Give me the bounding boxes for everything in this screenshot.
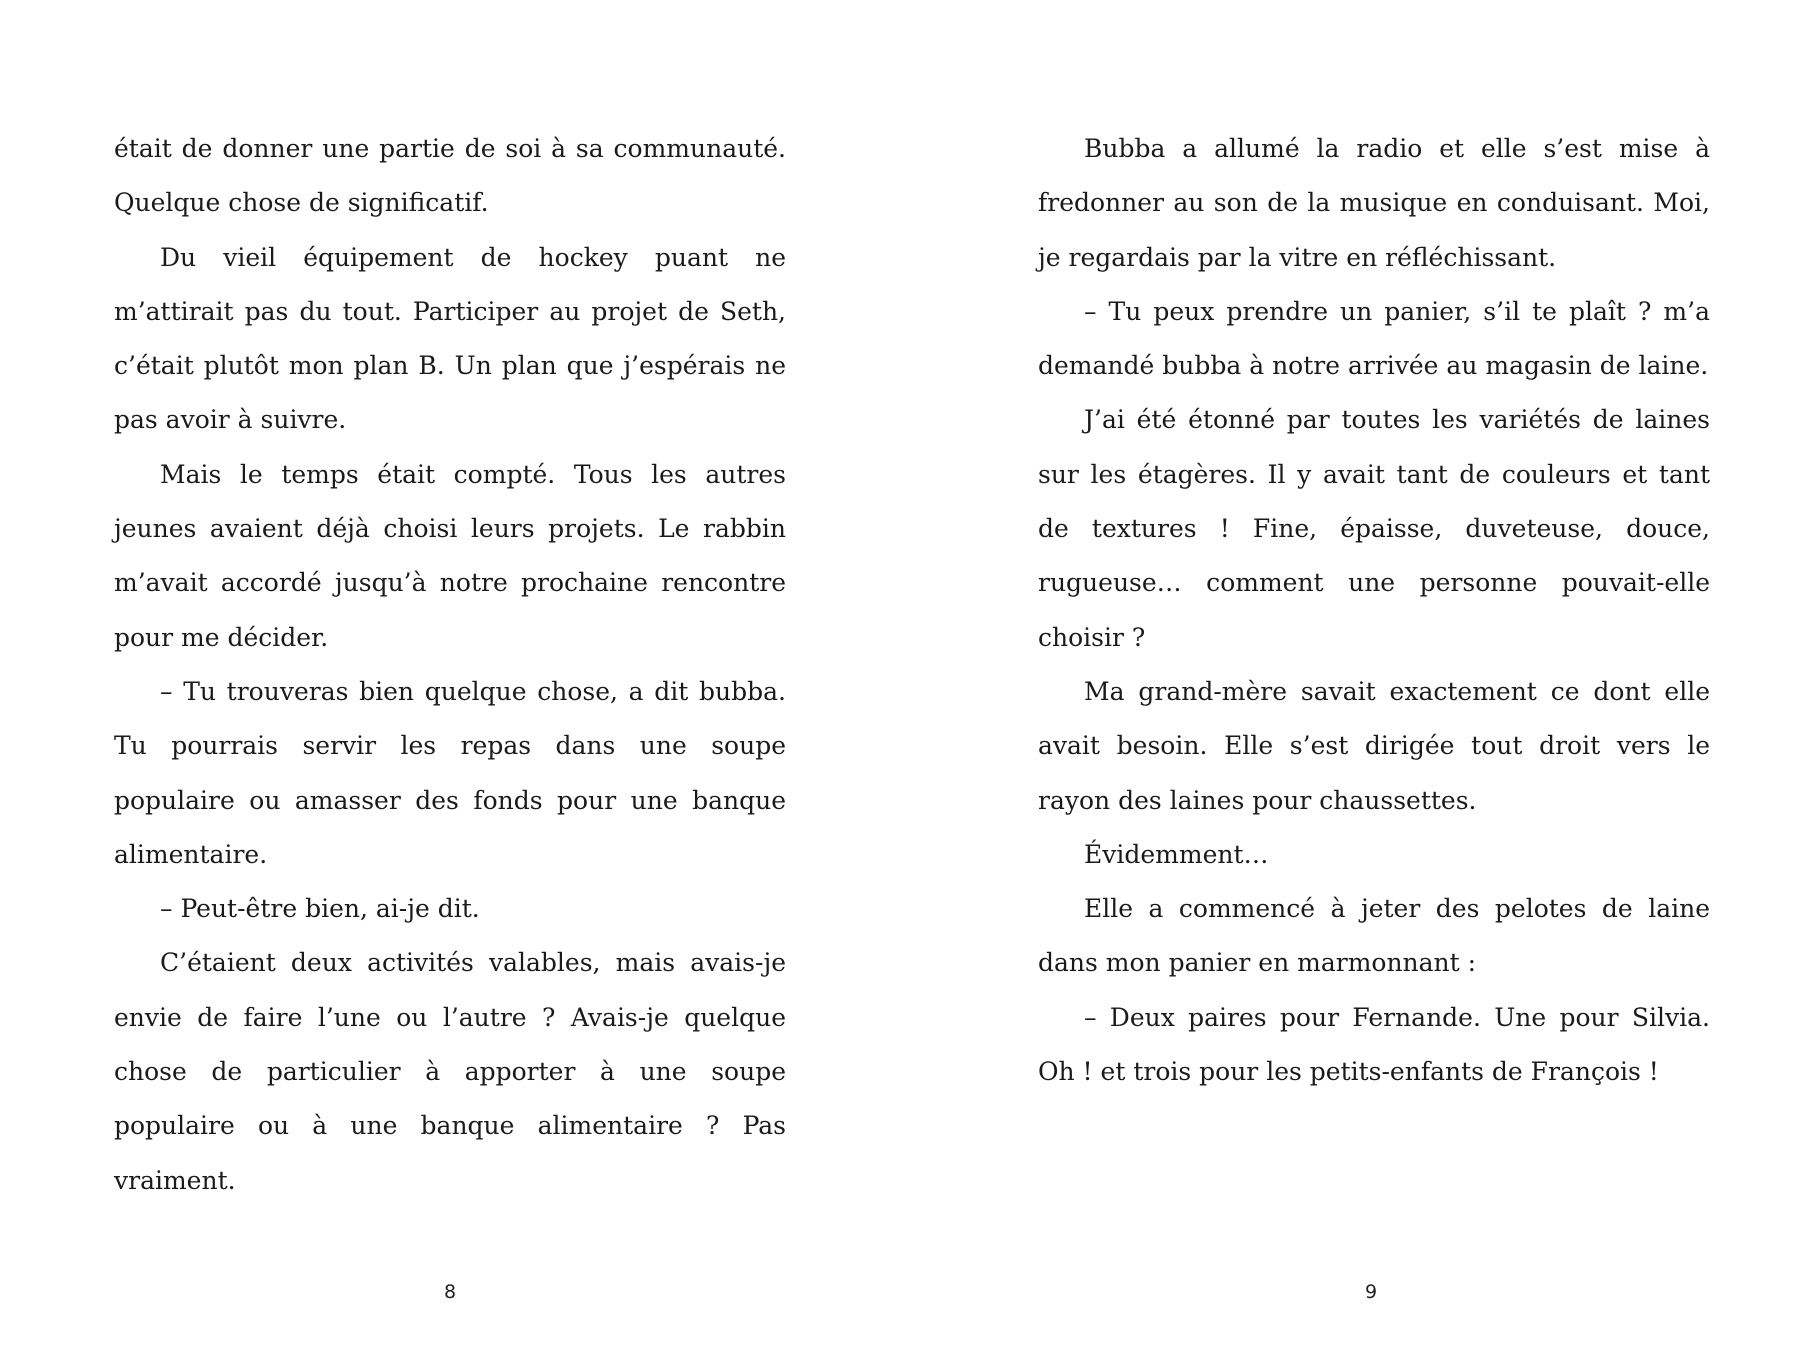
paragraph: Évidemment… — [1084, 839, 1269, 869]
paragraph: C’étaient deux activités valables, mais avais-je envie de faire l’une ou l’autre ? Avais-je quelque chose de particulier à apporter à une soupe populaire ou à une banque alimentaire ? Pas vraiment. — [114, 948, 786, 1195]
paragraph: J’ai été étonné par toutes les variétés de laines sur les étagères. Il y avait tant de couleurs et tant de textures ! Fine, épaisse, duveteuse, douce, rugueuse… comment une personne pouvait-elle choisir ? — [1038, 405, 1710, 652]
paragraph: – Deux paires pour Fernande. Une pour Silvia. Oh ! et trois pour les petits-enfants de François ! — [1038, 1002, 1710, 1087]
paragraph: Du vieil équipement de hockey puant ne m’attirait pas du tout. Participer au projet de Seth, c’était plutôt mon plan B. Un plan que j’espérais ne pas avoir à suivre. — [114, 242, 786, 435]
paragraph: Ma grand-mère savait exactement ce dont elle avait besoin. Elle s’est dirigée tout droit vers le rayon des laines pour chaussettes. — [1038, 676, 1710, 815]
right-page — [900, 0, 1800, 1350]
paragraph: Bubba a allumé la radio et elle s’est mise à fredonner au son de la musique en conduisant. Moi, je regardais par la vitre en réfléchissant. — [1038, 134, 1710, 272]
paragraph: – Tu trouveras bien quelque chose, a dit bubba. Tu pourrais servir les repas dans une soupe populaire ou amasser des fonds pour une banque alimentaire. — [114, 676, 786, 869]
page-number: 9 — [1364, 1281, 1378, 1303]
paragraph: était de donner une partie de soi à sa communauté. Quelque chose de significatif. — [114, 134, 786, 218]
paragraph: – Peut-être bien, ai-je dit. — [160, 894, 480, 924]
paragraph: Mais le temps était compté. Tous les autres jeunes avaient déjà choisi leurs projets. Le rabbin m’avait accordé jusqu’à notre prochaine rencontre pour me décider. — [114, 459, 786, 652]
right-page-text — [1038, 122, 1710, 1099]
page-number: 8 — [443, 1281, 457, 1303]
left-page-text — [114, 122, 786, 1208]
paragraph: Elle a commencé à jeter des pelotes de laine dans mon panier en marmonnant : — [1038, 894, 1710, 978]
paragraph: – Tu peux prendre un panier, s’il te plaît ? m’a demandé bubba à notre arrivée au magasin de laine. — [1038, 296, 1710, 381]
